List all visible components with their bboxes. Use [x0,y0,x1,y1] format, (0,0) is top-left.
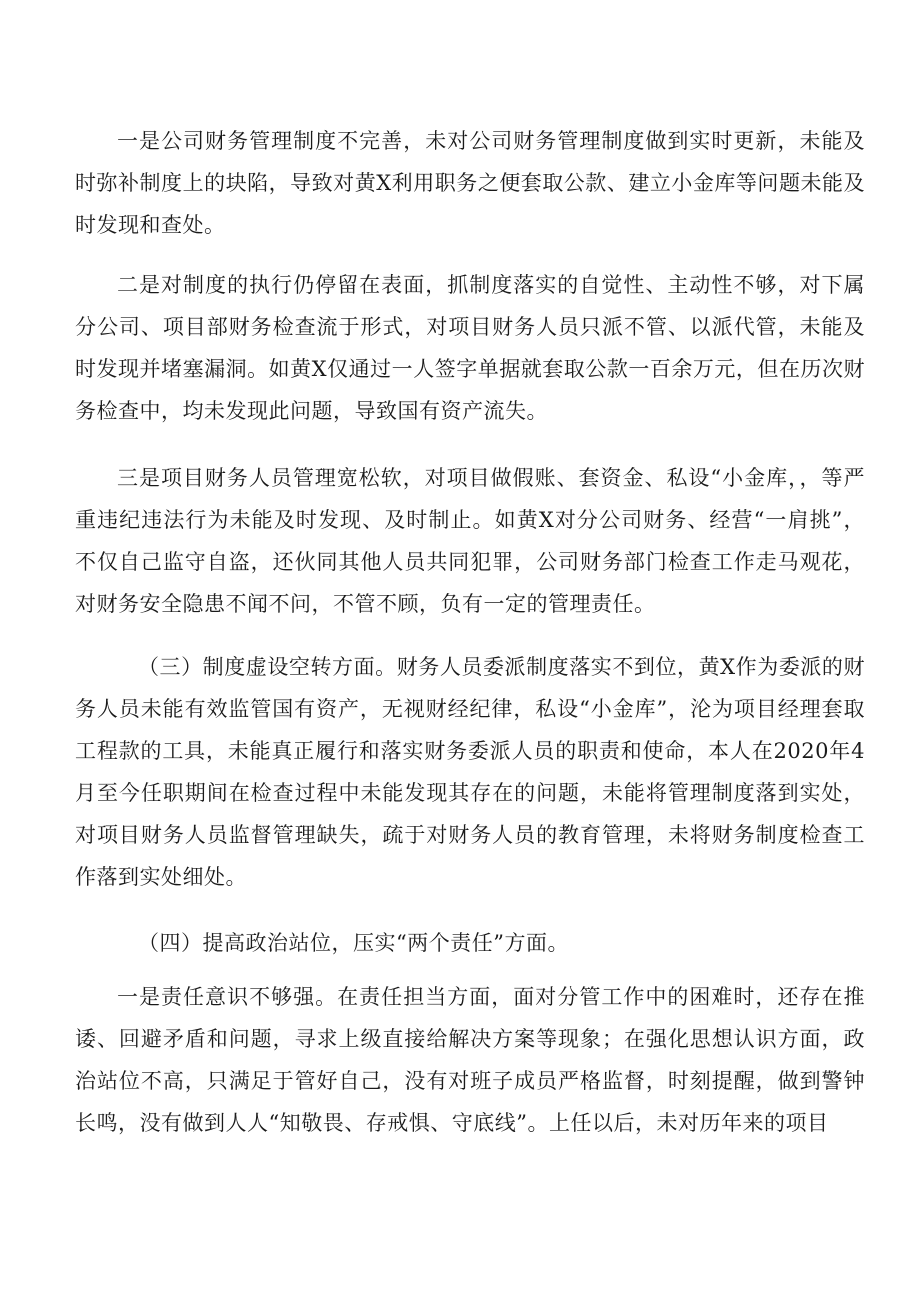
paragraph-financial-system: 一是公司财务管理制度不完善，未对公司财务管理制度做到实时更新，未能及时弥补制度上的块陷，导致对黄X利用职务之便套取公款、建立小金库等问题未能及时发现和查处。 [75,129,865,237]
paragraph-section-four-heading: （四）提高政治站位，压实“两个责任”方面。 [138,931,569,955]
paragraph-staff-management: 三是项目财务人员管理宽松软，对项目做假账、套资金、私设“小金库，，等严重违纪违法行为未能及时发现、及时制止。如黄X对分公司财务、经营“一肩挑”，不仅自己监守自盗，还伙同其他人员共同犯罪，公司财务部门检查工作走马观花，对财务安全隐患不闻不问，不管不顾，负有一定的管理责任。 [75,466,865,616]
paragraph-responsibility: 一是责任意识不够强。在责任担当方面，面对分管工作中的困难时，还存在推诿、回避矛盾和问题，寻求上级直接给解决方案等现象；在强化思想认识方面，政治站位不高，只满足于管好自己，没有对班子成员严格监督，时刻提醒，做到警钟长鸣，没有做到人人“知敬畏、存戒惧、守底线”。上任以后，未对历年来的项目 [75,985,865,1135]
paragraph-system-execution: 二是对制度的执行仍停留在表面，抓制度落实的自觉性、主动性不够，对下属分公司、项目部财务检查流于形式，对项目财务人员只派不管、以派代管，未能及时发现并堵塞漏洞。如黄X仅通过一人签字单据就套取公款一百余万元，但在历次财务检查中，均未发现此问题，导致国有资产流失。 [75,273,865,423]
paragraph-section-three: （三）制度虚设空转方面。财务人员委派制度落实不到位，黄X作为委派的财务人员未能有效监管国有资产，无视财经纪律，私设“小金库”，沦为项目经理套取工程款的工具，未能真正履行和落实财务委派人员的职责和使命，本人在2020年4月至今任职期间在检查过程中未能发现其存在的问题，未能将管理制度落到实处，对项目财务人员监督管理缺失，疏于对财务人员的教育管理，未将财务制度检查工作落到实处细处。 [75,655,865,889]
